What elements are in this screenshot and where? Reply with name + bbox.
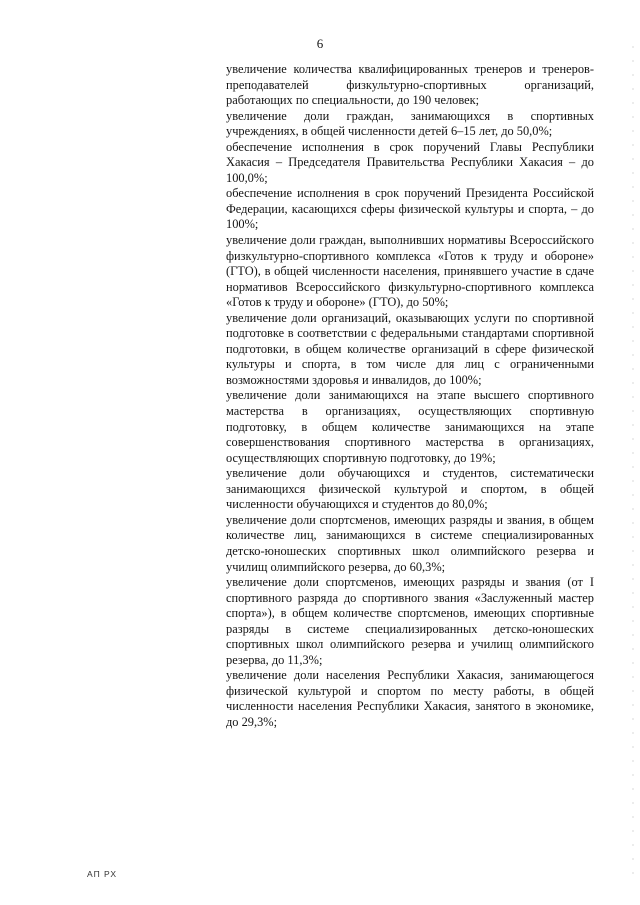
list-item-organizations-share: увеличение доли организаций, оказывающих услуги по спортивной подготовке в соответствии с федеральными стандартами спортивной подготовки, в общем количестве организаций в сфере физической культуры и спорта, в том числе для лиц с ограниченными возможностями здоровья и инвалидов, до 100%; [226, 310, 594, 387]
list-item-children-share: увеличение доли граждан, занимающихся в спортивных учреждениях, в общей численности детей 6–15 лет, до 50,0%; [226, 108, 594, 139]
page-number: 6 [316, 36, 324, 51]
document-body [226, 62, 594, 731]
list-item-athletes-ranks-share: увеличение доли спортсменов, имеющих разряды и звания, в общем количестве лиц, занимающихся в системе специализированных детско-юношеских спортивных школ олимпийского резерва и училищ олимпийского резерва, до 60,3%; [226, 512, 594, 574]
list-item-workplace-sport-share: увеличение доли населения Республики Хакасия, занимающегося физической культурой и спортом по месту работы, в общей численности населения Республики Хакасия, занятого в экономике, до 29,3%; [226, 668, 594, 729]
scan-binding-edge [632, 40, 634, 880]
list-item-head-orders: обеспечение исполнения в срок поручений Главы Республики Хакасия – Председателя Правительства Республики Хакасия – до 100,0%; [226, 139, 594, 185]
list-item-gto-share: увеличение доли граждан, выполнивших нормативы Всероссийского физкультурно-спортивного комплекса «Готов к труду и обороне» (ГТО), в общей численности населения, принявшего участие в сдаче нормативов Всероссийского физкультурно-спортивного комплекса «Готов к труду и обороне» (ГТО), до 50%; [226, 233, 594, 310]
list-item-students-share: увеличение доли обучающихся и студентов, систематически занимающихся физической культурой и спортом, в общей численности обучающихся и студентов до 80,0%; [226, 466, 594, 512]
list-item-president-orders: обеспечение исполнения в срок поручений Президента Российской Федерации, касающихся сферы физической культуры и спорта, – до 100%; [226, 186, 594, 232]
list-item-high-mastery-share: увеличение доли занимающихся на этапе высшего спортивного мастерства в организациях, осуществляющих спортивную подготовку, в общем количестве занимающихся на этапе совершенствования спортивного мастерства в организациях, осуществляющих спортивную подготовку, до 19%; [226, 388, 594, 465]
footer-stamp: АП РХ [87, 869, 118, 879]
list-item-elite-ranks-share: увеличение доли спортсменов, имеющих разряды и звания (от I спортивного разряда до спортивного звания «Заслуженный мастер спорта»), в общем количестве спортсменов, имеющих спортивные разряды в системе специализированных детско-юношеских спортивных школ олимпийского резерва и училищ олимпийского резерва, до 11,3%; [226, 575, 594, 667]
list-item-trainers: увеличение количества квалифицированных тренеров и тренеров-преподавателей физкультурно-спортивных организаций, работающих по специальности, до 190 человек; [226, 62, 594, 108]
